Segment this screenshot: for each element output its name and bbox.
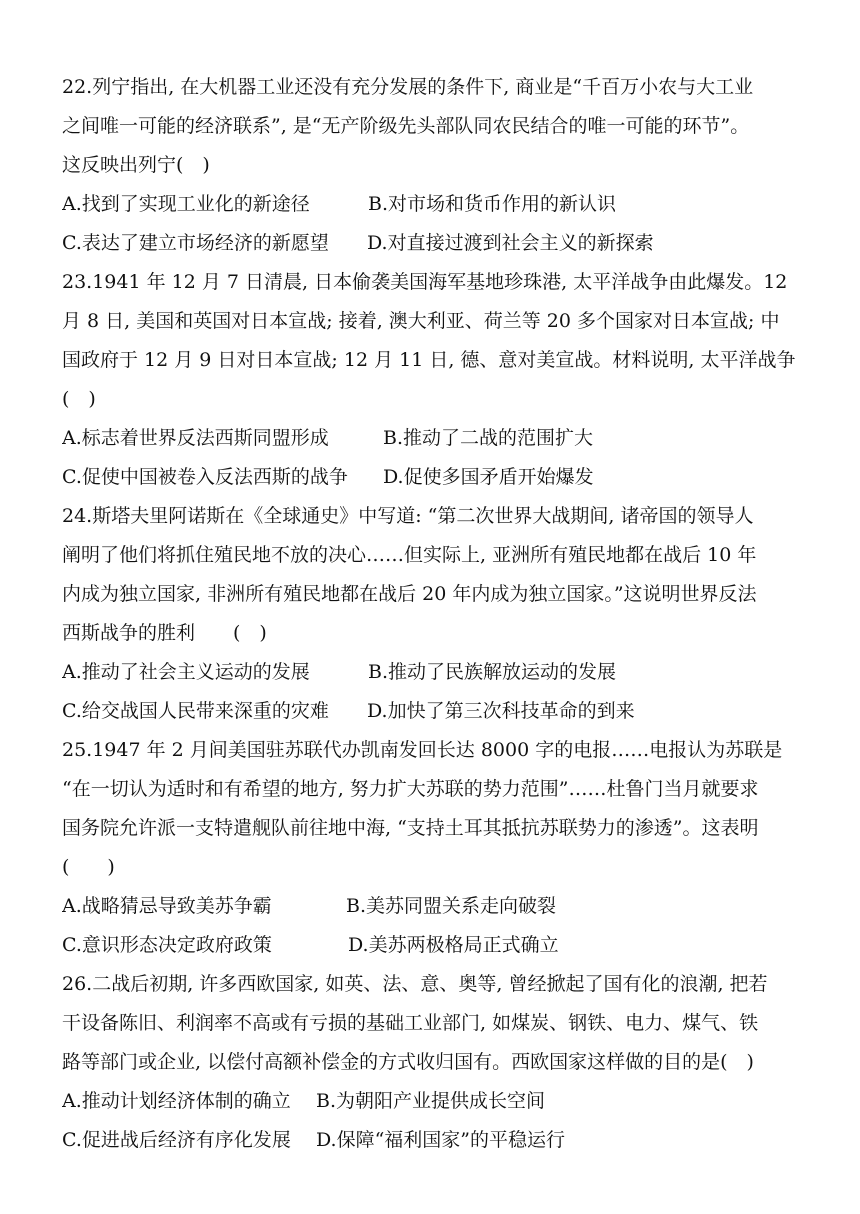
question-stem-line: ( ): [62, 388, 96, 410]
option-d: D.保障“福利国家”的平稳运行: [316, 1129, 566, 1151]
question-24: [62, 497, 808, 731]
question-stem-line: 路等部门或企业, 以偿付高额补偿金的方式收归国有。西欧国家这样做的目的是( ): [62, 1051, 754, 1073]
question-26: [62, 965, 808, 1160]
question-stem-line: 26.二战后初期, 许多西欧国家, 如英、法、意、奥等, 曾经掀起了国有化的浪潮, 把若: [62, 973, 768, 995]
option-row: [62, 1082, 808, 1121]
question-stem-line: 之间唯一可能的经济联系”, 是“无产阶级先头部队同农民结合的唯一可能的环节”。: [62, 115, 750, 137]
question-23: [62, 263, 808, 497]
question-stem-line: 内成为独立国家, 非洲所有殖民地都在战后 20 年内成为独立国家。”这说明世界反法: [62, 583, 757, 605]
option-b: B.对市场和货币作用的新认识: [368, 193, 617, 215]
question-stem-line: “在一切认为适时和有希望的地方, 努力扩大苏联的势力范围”……杜鲁门当月就要求: [62, 778, 759, 800]
option-row: [62, 224, 808, 263]
question-stem-line: 25.1947 年 2 月间美国驻苏联代办凯南发回长达 8000 字的电报……电报认为苏联是: [62, 739, 783, 761]
question-stem-line: 23.1941 年 12 月 7 日清晨, 日本偷袭美国海军基地珍珠港, 太平洋战争由此爆发。12: [62, 271, 788, 293]
option-c: C.促使中国被卷入反法西斯的战争: [62, 466, 348, 488]
option-row: [62, 1121, 808, 1160]
question-stem-line: ( ): [62, 856, 115, 878]
option-row: [62, 185, 808, 224]
option-row: [62, 419, 808, 458]
option-b: B.为朝阳产业提供成长空间: [316, 1090, 546, 1112]
option-row: [62, 692, 808, 731]
question-25: [62, 731, 808, 965]
option-b: B.推动了民族解放运动的发展: [368, 661, 617, 683]
option-b: B.美苏同盟关系走向破裂: [346, 895, 557, 917]
question-stem-line: 干设备陈旧、利润率不高或有亏损的基础工业部门, 如煤炭、钢铁、电力、煤气、铁: [62, 1012, 759, 1034]
option-c: C.给交战国人民带来深重的灾难: [62, 700, 329, 722]
question-stem-line: 22.列宁指出, 在大机器工业还没有充分发展的条件下, 商业是“千百万小农与大工业: [62, 76, 754, 98]
question-stem-line: 月 8 日, 美国和英国对日本宣战; 接着, 澳大利亚、荷兰等 20 多个国家对日本宣战; 中: [62, 310, 780, 332]
question-stem-line: 24.斯塔夫里阿诺斯在《全球通史》中写道: “第二次世界大战期间, 诸帝国的领导人: [62, 505, 754, 527]
option-c: C.促进战后经济有序化发展: [62, 1129, 291, 1151]
option-b: B.推动了二战的范围扩大: [383, 427, 594, 449]
option-a: A.战略猜忌导致美苏争霸: [62, 895, 272, 917]
question-stem-line: 国务院允许派一支特遣舰队前往地中海, “支持土耳其抵抗苏联势力的渗透”。这表明: [62, 817, 759, 839]
question-stem-line: 阐明了他们将抓住殖民地不放的决心……但实际上, 亚洲所有殖民地都在战后 10 年: [62, 544, 757, 566]
option-d: D.加快了第三次科技革命的到来: [367, 700, 635, 722]
option-row: [62, 458, 808, 497]
option-row: [62, 887, 808, 926]
option-row: [62, 926, 808, 965]
question-stem-line: 西斯战争的胜利 ( ): [62, 622, 267, 644]
question-stem-line: 国政府于 12 月 9 日对日本宣战; 12 月 11 日, 德、意对美宣战。材料说明, 太平洋战争: [62, 349, 796, 371]
option-a: A.推动了社会主义运动的发展: [62, 661, 310, 683]
option-d: D.对直接过渡到社会主义的新探索: [367, 232, 654, 254]
option-a: A.推动计划经济体制的确立: [62, 1090, 291, 1112]
option-a: A.标志着世界反法西斯同盟形成: [62, 427, 329, 449]
option-d: D.促使多国矛盾开始爆发: [383, 466, 594, 488]
option-row: [62, 653, 808, 692]
question-22: [62, 68, 808, 263]
option-c: C.表达了建立市场经济的新愿望: [62, 232, 329, 254]
option-d: D.美苏两极格局正式确立: [348, 934, 559, 956]
option-c: C.意识形态决定政府政策: [62, 934, 272, 956]
question-stem-line: 这反映出列宁( ): [62, 154, 210, 176]
option-a: A.找到了实现工业化的新途径: [62, 193, 310, 215]
